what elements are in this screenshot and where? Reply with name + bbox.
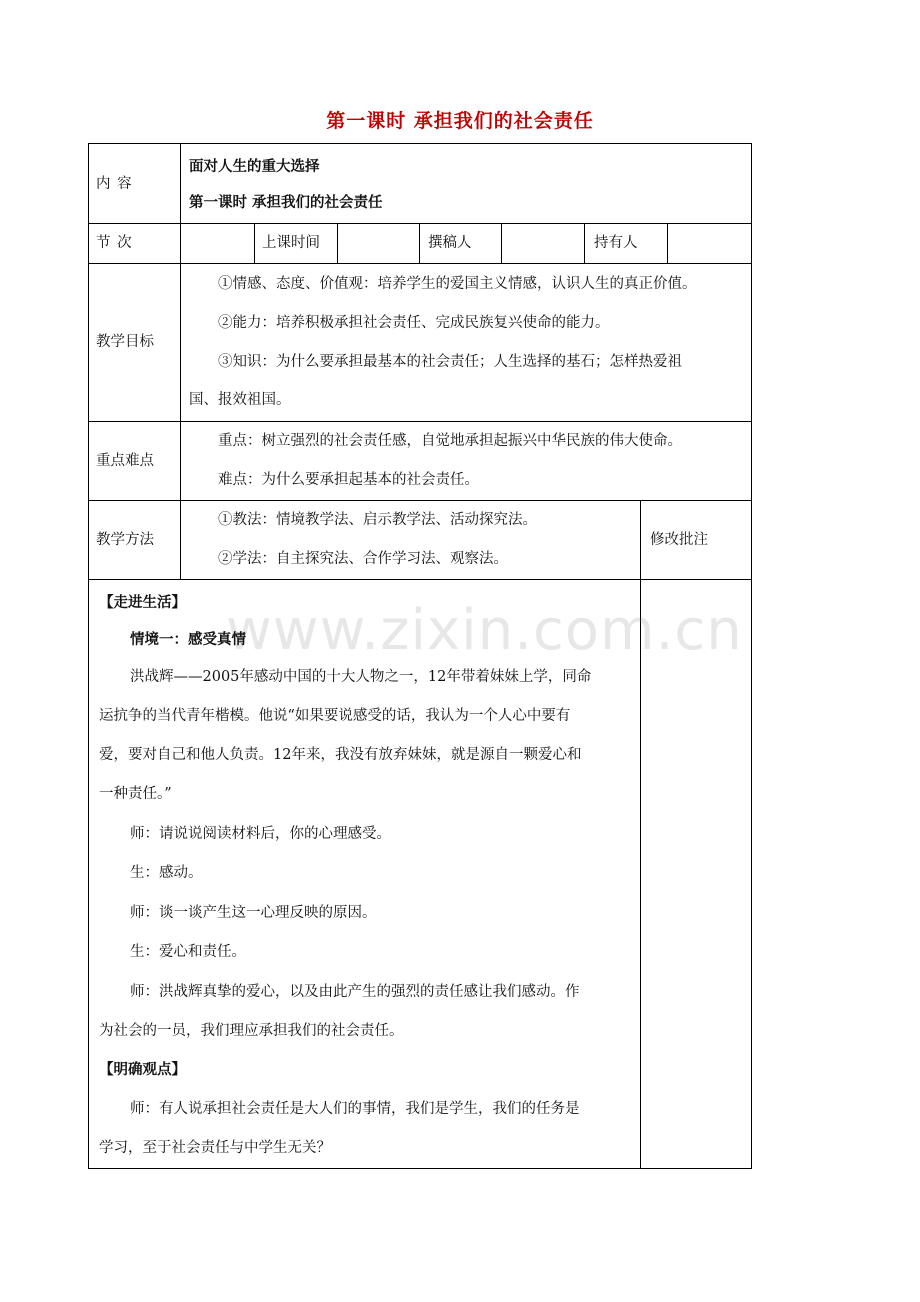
teacher-comment-cont: 为社会的一员，我们理应承担我们的社会责任。	[99, 1023, 404, 1039]
paragraph-line: 爱，要对自己和他人负责。12年来，我没有放弃妹妹，就是源自一颗爱心和	[99, 747, 582, 763]
session-label: 节 次	[96, 235, 133, 251]
goal-knowledge-cont: 国、报效祖国。	[189, 392, 291, 408]
teacher-question: 师：有人说承担社会责任是大人们的事情，我们是学生，我们的任务是	[130, 1101, 580, 1117]
holder-label: 持有人	[594, 235, 638, 251]
student-answer: 生：感动。	[130, 865, 203, 881]
teaching-method: ①教法：情境教学法、启示教学法、活动探究法。	[218, 512, 537, 528]
section-heading-life: 【走进生活】	[99, 595, 186, 611]
goal-ability: ②能力：培养积极承担社会责任、完成民族复兴使命的能力。	[218, 315, 610, 331]
content-label: 内 容	[96, 176, 133, 192]
author-label: 撰稿人	[428, 235, 472, 251]
page-title: 第一课时 承担我们的社会责任	[326, 110, 594, 132]
paragraph-line: 洪战辉——2005年感动中国的十大人物之一，12年带着妹妹上学，同命	[130, 669, 592, 685]
teacher-question: 师：请说说阅读材料后，你的心理感受。	[130, 826, 391, 842]
revision-notes-label: 修改批注	[650, 532, 708, 548]
section-heading-viewpoint: 【明确观点】	[99, 1062, 186, 1078]
teacher-question-cont: 学习，至于社会责任与中学生无关？	[99, 1140, 331, 1156]
teacher-question: 师：谈一谈产生这一心理反映的原因。	[130, 905, 377, 921]
scene-heading: 情境一：感受真情	[130, 632, 246, 648]
goal-knowledge: ③知识：为什么要承担最基本的社会责任；人生选择的基石；怎样热爱祖	[218, 354, 682, 370]
content-unit: 面对人生的重大选择	[189, 159, 320, 175]
paragraph-line: 一种责任。”	[99, 786, 172, 802]
learning-method: ②学法：自主探究法、合作学习法、观察法。	[218, 551, 508, 567]
goals-label: 教学目标	[96, 334, 154, 350]
paragraph-line: 运抗争的当代青年楷模。他说“如果要说感受的话，我认为一个人心中要有	[99, 708, 571, 724]
student-answer: 生：爱心和责任。	[130, 944, 246, 960]
key-point: 重点：树立强烈的社会责任感，自觉地承担起振兴中华民族的伟大使命。	[218, 433, 682, 449]
keypoints-label: 重点难点	[96, 453, 154, 469]
goal-emotion: ①情感、态度、价值观：培养学生的爱国主义情感，认识人生的真正价值。	[218, 276, 697, 292]
content-lesson: 第一课时 承担我们的社会责任	[189, 195, 383, 211]
difficulty: 难点：为什么要承担起基本的社会责任。	[218, 472, 479, 488]
watermark: www.zixin.com.cn	[226, 598, 743, 663]
methods-label: 教学方法	[96, 532, 154, 548]
class-time-label: 上课时间	[262, 235, 320, 251]
teacher-comment: 师：洪战辉真挚的爱心，以及由此产生的强烈的责任感让我们感动。作	[130, 984, 580, 1000]
